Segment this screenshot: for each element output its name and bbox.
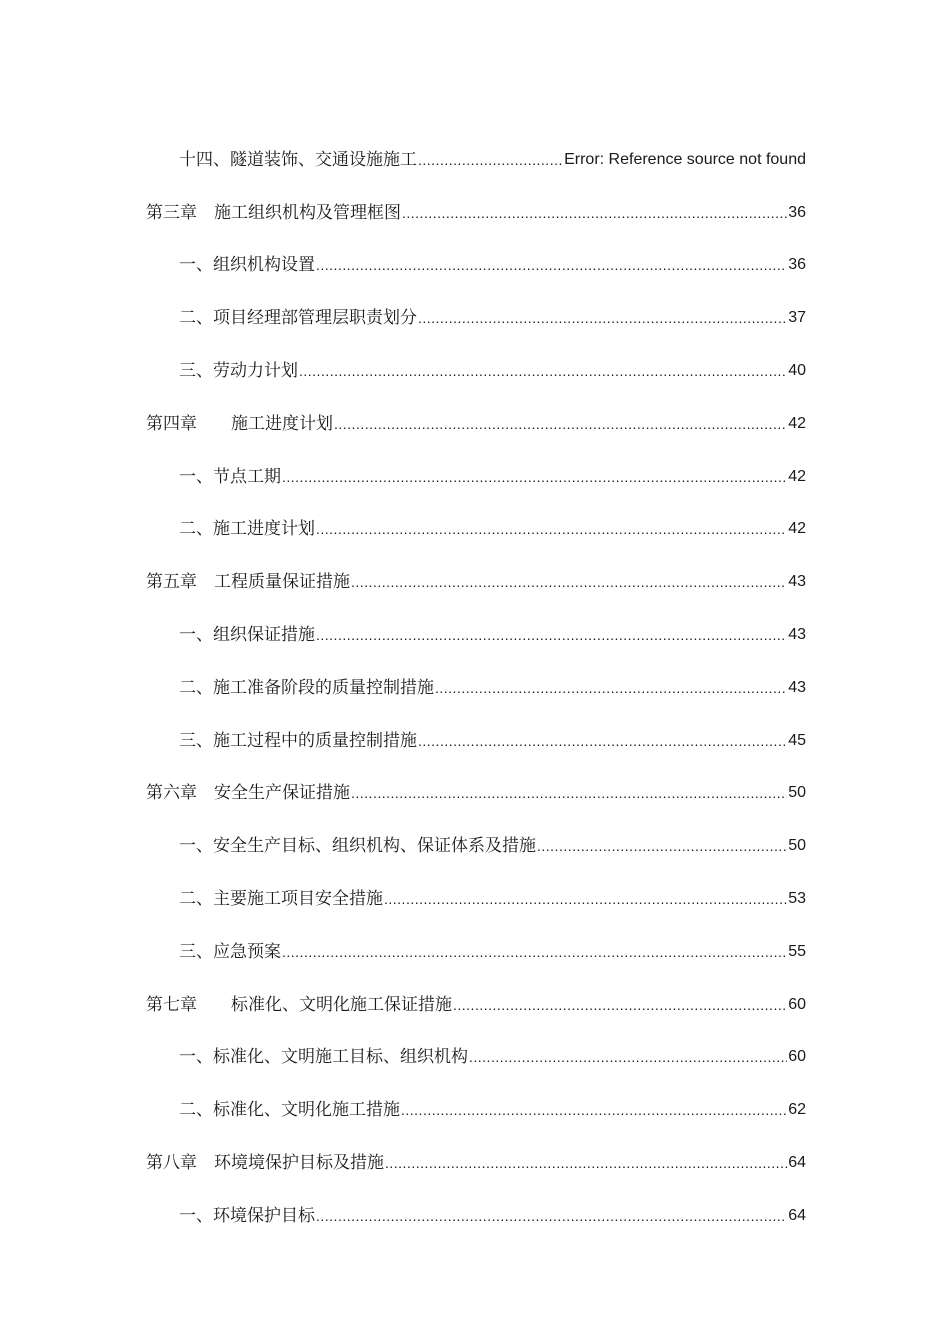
toc-page-number: 60 xyxy=(788,995,806,1013)
toc-entry-label: 二、施工准备阶段的质量控制措施 xyxy=(179,677,434,698)
toc-page-number: 40 xyxy=(788,361,806,379)
toc-entry-label: 一、节点工期 xyxy=(179,466,281,487)
toc-page-number: 36 xyxy=(788,203,806,221)
toc-page-number: 43 xyxy=(788,573,806,591)
toc-entry-label: 一、环境保护目标 xyxy=(179,1205,315,1226)
toc-dot-leader xyxy=(469,1044,787,1070)
toc-page-number: 53 xyxy=(788,889,806,907)
toc-section-entry[interactable] xyxy=(146,912,806,965)
toc-section-entry[interactable] xyxy=(146,648,806,701)
toc-dot-leader xyxy=(334,411,787,437)
toc-page-number: 50 xyxy=(788,784,806,802)
toc-page-number: 64 xyxy=(788,1206,806,1224)
toc-section-entry[interactable] xyxy=(146,1176,806,1229)
toc-dot-leader xyxy=(316,252,787,278)
toc-dot-leader xyxy=(282,939,787,965)
toc-entry-label: 第七章 标准化、文明化施工保证措施 xyxy=(146,994,452,1015)
toc-section-entry[interactable] xyxy=(146,859,806,912)
toc-section-entry[interactable] xyxy=(146,120,806,173)
toc-dot-leader xyxy=(537,833,787,859)
toc-section-entry[interactable] xyxy=(146,1070,806,1123)
toc-section-entry[interactable] xyxy=(146,806,806,859)
toc-dot-leader xyxy=(385,1150,787,1176)
table-of-contents xyxy=(146,120,806,1229)
toc-entry-label: 三、施工过程中的质量控制措施 xyxy=(179,730,417,751)
toc-entry-label: 一、组织保证措施 xyxy=(179,624,315,645)
toc-section-entry[interactable] xyxy=(146,595,806,648)
toc-page-number: 42 xyxy=(788,520,806,538)
toc-entry-label: 第六章 安全生产保证措施 xyxy=(146,783,350,804)
toc-section-entry[interactable] xyxy=(146,226,806,279)
toc-page-number: 64 xyxy=(788,1153,806,1171)
toc-page-number: 42 xyxy=(788,414,806,432)
toc-entry-label: 第四章 施工进度计划 xyxy=(146,413,333,434)
toc-entry-label: 第五章 工程质量保证措施 xyxy=(146,572,350,593)
toc-dot-leader xyxy=(435,675,787,701)
toc-page-number: 62 xyxy=(788,1101,806,1119)
toc-dot-leader xyxy=(418,728,787,754)
toc-chapter-entry[interactable] xyxy=(146,965,806,1018)
toc-page-number: 43 xyxy=(788,678,806,696)
toc-dot-leader xyxy=(402,200,787,226)
toc-dot-leader xyxy=(453,992,787,1018)
toc-chapter-entry[interactable] xyxy=(146,173,806,226)
toc-section-entry[interactable] xyxy=(146,278,806,331)
toc-dot-leader xyxy=(351,569,787,595)
toc-entry-label: 一、标准化、文明施工目标、组织机构 xyxy=(179,1047,468,1068)
toc-dot-leader xyxy=(418,147,563,173)
toc-entry-label: 二、施工进度计划 xyxy=(179,519,315,540)
toc-dot-leader xyxy=(384,886,787,912)
toc-section-entry[interactable] xyxy=(146,331,806,384)
toc-dot-leader xyxy=(316,622,787,648)
toc-chapter-entry[interactable] xyxy=(146,384,806,437)
toc-section-entry[interactable] xyxy=(146,701,806,754)
toc-page-number: Error: Reference source not found xyxy=(564,150,806,168)
toc-dot-leader xyxy=(401,1097,787,1123)
toc-chapter-entry[interactable] xyxy=(146,542,806,595)
toc-dot-leader xyxy=(299,358,787,384)
toc-chapter-entry[interactable] xyxy=(146,754,806,807)
toc-page-number: 36 xyxy=(788,256,806,274)
toc-section-entry[interactable] xyxy=(146,1018,806,1071)
toc-entry-label: 二、标准化、文明化施工措施 xyxy=(179,1100,400,1121)
toc-entry-label: 二、项目经理部管理层职责划分 xyxy=(179,308,417,329)
toc-entry-label: 第三章 施工组织机构及管理框图 xyxy=(146,202,401,223)
toc-chapter-entry[interactable] xyxy=(146,1123,806,1176)
toc-page-number: 37 xyxy=(788,309,806,327)
toc-page-number: 43 xyxy=(788,625,806,643)
toc-dot-leader xyxy=(351,780,787,806)
toc-entry-label: 二、主要施工项目安全措施 xyxy=(179,888,383,909)
toc-dot-leader xyxy=(418,305,787,331)
toc-page-number: 50 xyxy=(788,837,806,855)
toc-dot-leader xyxy=(282,464,787,490)
toc-entry-label: 一、组织机构设置 xyxy=(179,255,315,276)
toc-entry-label: 三、劳动力计划 xyxy=(179,360,298,381)
toc-section-entry[interactable] xyxy=(146,490,806,543)
toc-page-number: 42 xyxy=(788,467,806,485)
toc-page-number: 55 xyxy=(788,942,806,960)
toc-entry-label: 三、应急预案 xyxy=(179,941,281,962)
toc-dot-leader xyxy=(316,1203,787,1229)
toc-section-entry[interactable] xyxy=(146,437,806,490)
toc-entry-label: 十四、隧道装饰、交通设施施工 xyxy=(179,149,417,170)
toc-entry-label: 第八章 环境境保护目标及措施 xyxy=(146,1152,384,1173)
toc-dot-leader xyxy=(316,516,787,542)
toc-page-number: 60 xyxy=(788,1048,806,1066)
toc-entry-label: 一、安全生产目标、组织机构、保证体系及措施 xyxy=(179,836,536,857)
toc-page-number: 45 xyxy=(788,731,806,749)
